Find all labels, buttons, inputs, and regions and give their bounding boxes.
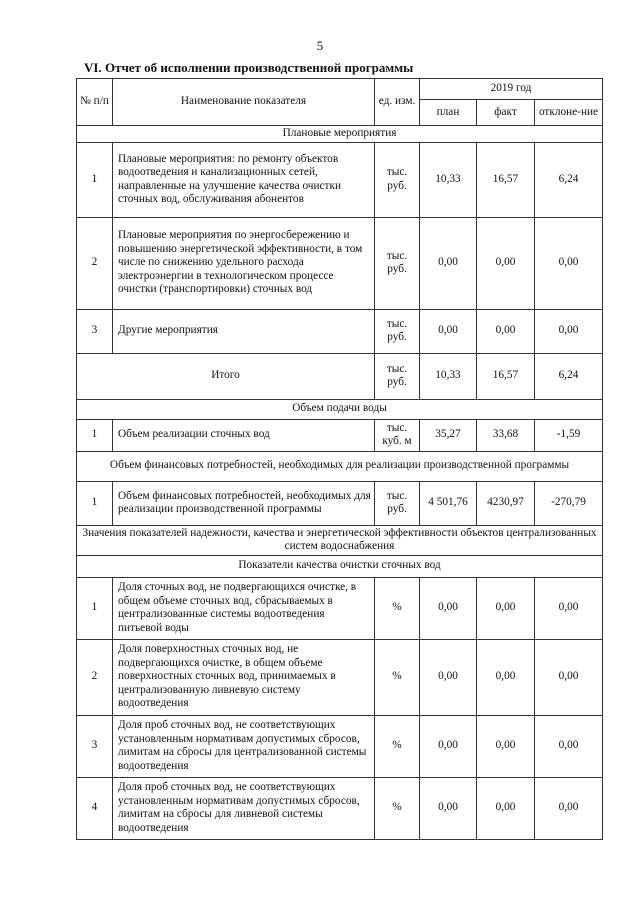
row-unit: тыс. куб. м (375, 419, 420, 451)
page-number: 5 (316, 38, 324, 53)
row-fact: 33,68 (477, 419, 535, 451)
row-name: Доля проб сточных вод, не соответствующих установленным нормативам допустимых сбросов, лимитам на сбросы для централизованной системы водоотведения (113, 715, 375, 777)
row-num: 1 (77, 419, 113, 451)
row-num: 4 (77, 777, 113, 839)
total-row (77, 353, 603, 399)
row-plan: 0,00 (420, 309, 477, 353)
table-row (77, 777, 603, 839)
report-table (76, 78, 603, 840)
total-label: Итого (77, 353, 375, 399)
table-row (77, 577, 603, 639)
row-plan: 4 501,76 (420, 481, 477, 525)
row-num: 2 (77, 639, 113, 715)
section-row (77, 126, 603, 143)
header-unit: ед. изм. (375, 79, 420, 126)
section-volume: Объем подачи воды (77, 399, 603, 419)
row-unit: % (375, 577, 420, 639)
row-plan: 0,00 (420, 639, 477, 715)
table-row (77, 217, 603, 309)
row-num: 1 (77, 142, 113, 217)
row-fact: 0,00 (477, 309, 535, 353)
row-unit: тыс. руб. (375, 142, 420, 217)
row-unit: % (375, 715, 420, 777)
header-plan: план (420, 100, 477, 126)
table-row (77, 639, 603, 715)
section-row (77, 525, 603, 555)
row-fact: 16,57 (477, 353, 535, 399)
row-plan: 35,27 (420, 419, 477, 451)
row-deviation: 0,00 (535, 577, 603, 639)
row-unit: тыс. руб. (375, 217, 420, 309)
row-plan: 10,33 (420, 353, 477, 399)
row-unit: % (375, 777, 420, 839)
row-fact: 0,00 (477, 577, 535, 639)
row-name: Объем реализации сточных вод (113, 419, 375, 451)
section-planned: Плановые мероприятия (77, 126, 603, 143)
header-name: Наименование показателя (113, 79, 375, 126)
section-finance: Объем финансовых потребностей, необходимых для реализации производственной программы (77, 451, 603, 481)
row-deviation: -270,79 (535, 481, 603, 525)
row-plan: 0,00 (420, 577, 477, 639)
row-plan: 0,00 (420, 777, 477, 839)
table-row (77, 419, 603, 451)
table-row (77, 309, 603, 353)
row-num: 3 (77, 309, 113, 353)
row-fact: 4230,97 (477, 481, 535, 525)
row-deviation: -1,59 (535, 419, 603, 451)
row-plan: 10,33 (420, 142, 477, 217)
section-quality: Показатели качества очистки сточных вод (77, 555, 603, 577)
table-row (77, 481, 603, 525)
row-name: Плановые мероприятия: по ремонту объектов водоотведения и канализационных сетей, направленные на улучшение качества очистки сточных вод, обслуживания абонентов (113, 142, 375, 217)
row-name: Объем финансовых потребностей, необходимых для реализации производственной программы (113, 481, 375, 525)
header-year: 2019 год (420, 79, 603, 100)
row-deviation: 6,24 (535, 353, 603, 399)
section-row (77, 399, 603, 419)
row-fact: 0,00 (477, 715, 535, 777)
section-row (77, 555, 603, 577)
header-deviation: отклоне-ние (535, 100, 603, 126)
row-unit: тыс. руб. (375, 481, 420, 525)
header-row (77, 79, 603, 100)
section-reliability: Значения показателей надежности, качества и энергетической эффективности объектов централизованных систем водоснабжения (77, 525, 603, 555)
row-name: Другие мероприятия (113, 309, 375, 353)
row-plan: 0,00 (420, 715, 477, 777)
row-deviation: 0,00 (535, 217, 603, 309)
row-name: Доля сточных вод, не подвергающихся очистке, в общем объеме сточных вод, сбрасываемых в централизованные системы водоотведения питьевой воды (113, 577, 375, 639)
row-deviation: 0,00 (535, 715, 603, 777)
section-title: VI. Отчет об исполнении производственной программы (84, 60, 414, 75)
row-name: Плановые мероприятия по энергосбережению и повышению энергетической эффективности, в том числе по снижению удельного расхода электроэнергии в технологическом процессе очистки (транспортировки) сточных вод (113, 217, 375, 309)
row-deviation: 0,00 (535, 309, 603, 353)
row-unit: % (375, 639, 420, 715)
row-num: 1 (77, 481, 113, 525)
table-row (77, 142, 603, 217)
row-deviation: 0,00 (535, 639, 603, 715)
header-num: № п/п (77, 79, 113, 126)
table-row (77, 715, 603, 777)
row-num: 1 (77, 577, 113, 639)
row-fact: 0,00 (477, 639, 535, 715)
row-fact: 16,57 (477, 142, 535, 217)
row-fact: 0,00 (477, 777, 535, 839)
row-num: 3 (77, 715, 113, 777)
row-unit: тыс. руб. (375, 309, 420, 353)
row-deviation: 0,00 (535, 777, 603, 839)
row-fact: 0,00 (477, 217, 535, 309)
row-plan: 0,00 (420, 217, 477, 309)
row-unit: тыс. руб. (375, 353, 420, 399)
section-row (77, 451, 603, 481)
header-fact: факт (477, 100, 535, 126)
row-name: Доля проб сточных вод, не соответствующих установленным нормативам допустимых сбросов, лимитам на сбросы для ливневой системы водоотведения (113, 777, 375, 839)
row-name: Доля поверхностных сточных вод, не подвергающихся очистке, в общем объеме поверхностных сточных вод, принимаемых в централизованную ливневую систему водоотведения (113, 639, 375, 715)
row-deviation: 6,24 (535, 142, 603, 217)
row-num: 2 (77, 217, 113, 309)
